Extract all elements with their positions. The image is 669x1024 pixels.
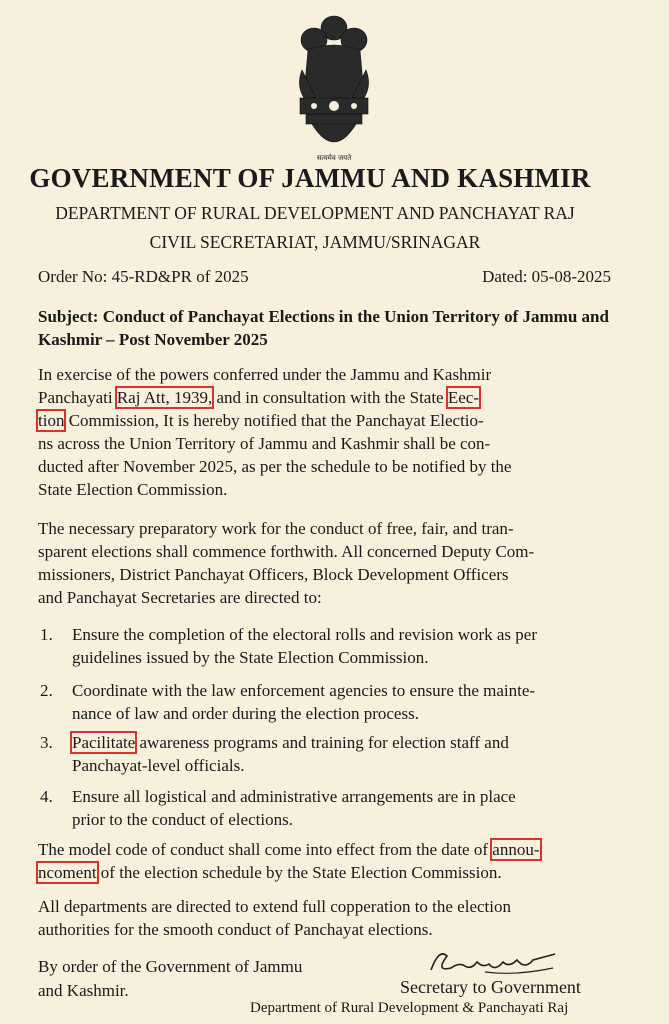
order-date: Dated: 05-08-2025 [482,267,611,286]
highlighted-error: annou- [492,840,540,859]
paragraph-2 [38,517,638,609]
text-line: In exercise of the powers conferred under the Jammu and Kashmir [38,365,492,384]
highlighted-error: Raj Att, 1939, [116,388,213,407]
national-emblem-icon [286,10,382,162]
highlighted-error: Eec- [447,388,479,407]
paragraph-4 [38,895,638,941]
text-line: ns across the Union Territory of Jammu and Kashmir shall be con- [38,434,491,453]
highlighted-error: Pacilitate [72,733,136,752]
secretary-title: Secretary to Government [400,977,581,997]
secretary-department: Department of Rural Development & Panchayati Raj [250,1000,569,1016]
text-line: missioners, District Panchayat Officers, Block Development Officers [38,565,509,584]
emblem-caption: सत्यमेव जयते [316,154,352,162]
secretariat-line: CIVIL SECRETARIAT, JAMMU/SRINAGAR [149,232,481,252]
text-line: authorities for the smooth conduct of Panchayat elections. [38,920,433,939]
signature-icon [425,942,565,982]
government-title: GOVERNMENT OF JAMMU AND KASHMIR [29,163,591,193]
text-line: and Panchayat Secretaries are directed to: [38,588,322,607]
paragraph-1 [38,363,638,501]
paragraph-3 [38,838,638,884]
text-line: Panchayati Raj Att, 1939, and in consultation with the State Eec- [38,388,479,407]
text-line: ncoment of the election schedule by the State Election Commission. [38,863,502,882]
text-line: All departments are directed to extend full copperation to the election [38,897,511,916]
order-number: Order No: 45-RD&PR of 2025 [38,267,249,286]
order-meta-row [38,267,611,287]
order-by-block: By order of the Government of Jammu and Kashmir. [38,957,303,1000]
text-line: ducted after November 2025, as per the schedule to be notified by the [38,457,512,476]
department-line: DEPARTMENT OF RURAL DEVELOPMENT AND PANCHAYAT RAJ [55,203,575,223]
text-line: tion Commission, It is hereby notified that the Panchayat Electio- [38,411,484,430]
subject-heading: Subject: Conduct of Panchayat Elections in the Union Territory of Jammu and Kashmir – Post November 2025 [38,307,609,349]
text-line: The necessary preparatory work for the conduct of free, fair, and tran- [38,519,514,538]
text-line: State Election Commission. [38,480,228,499]
text-line: The model code of conduct shall come into effect from the date of annou- [38,840,540,859]
text-line: sparent elections shall commence forthwith. All concerned Deputy Com- [38,542,535,561]
highlighted-error: tion [38,411,65,430]
highlighted-error: ncoment [38,863,97,882]
